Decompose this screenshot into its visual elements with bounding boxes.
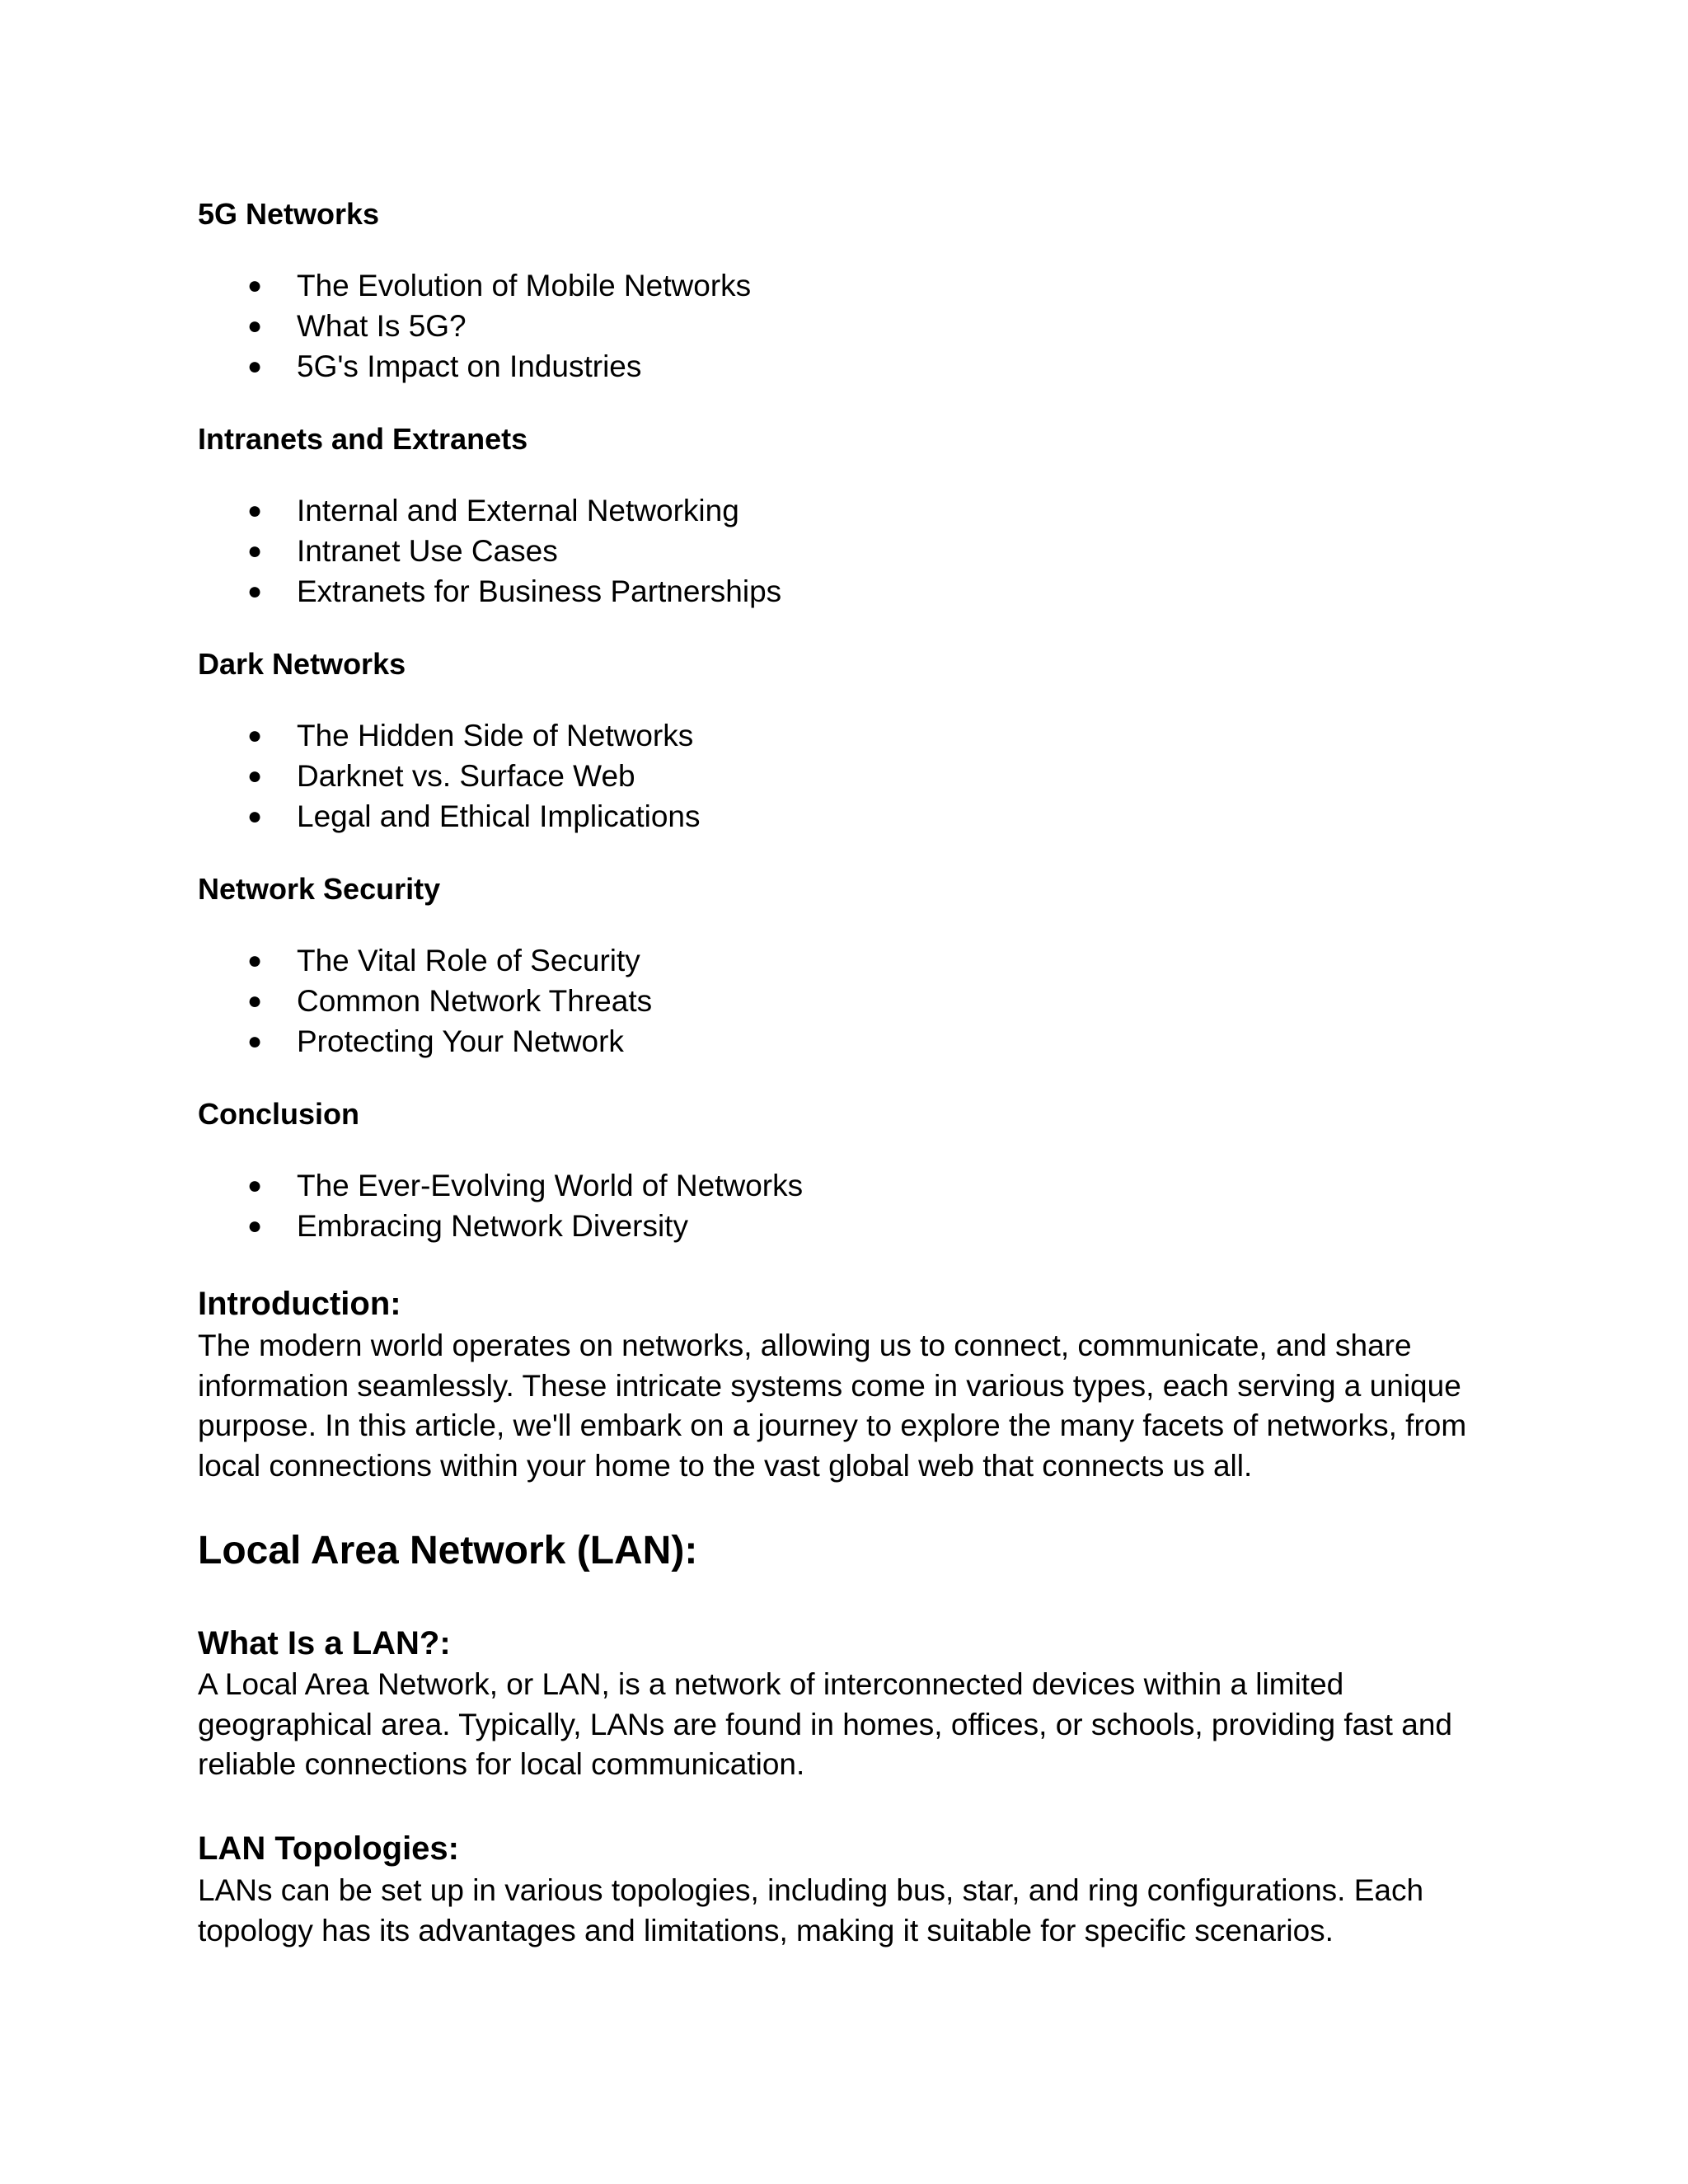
list-item-text: The Ever-Evolving World of Networks [297, 1169, 804, 1202]
bullet-icon: ● [247, 497, 263, 524]
bullet-icon: ● [247, 272, 263, 299]
lan-topologies-paragraph: LANs can be set up in various topologies, including bus, star, and ring configurations. Each topology has its advantages and limitations, making it suitable for specific scenarios. [198, 1873, 1424, 1947]
list-item-text: 5G's Impact on Industries [297, 349, 642, 383]
lan-heading: Local Area Network (LAN): [198, 1529, 698, 1572]
bullet-icon: ● [247, 803, 263, 830]
bullet-icon: ● [247, 1212, 263, 1240]
list-item-text: Legal and Ethical Implications [297, 799, 701, 833]
what-is-lan-paragraph: A Local Area Network, or LAN, is a network of interconnected devices within a limited geographical area. Typically, LANs are found in homes, offices, or schools, providing fast and reliable connections for local communication. [198, 1667, 1452, 1781]
toc-heading-intranets-extranets: Intranets and Extranets [198, 422, 528, 456]
bullet-icon: ● [247, 1028, 263, 1055]
list-item-text: Darknet vs. Surface Web [297, 759, 635, 793]
list-item-text: Internal and External Networking [297, 494, 739, 527]
introduction-heading: Introduction: [198, 1286, 401, 1322]
bullet-icon: ● [247, 947, 263, 974]
bullet-icon: ● [247, 1172, 263, 1199]
bullet-icon: ● [247, 722, 263, 749]
toc-heading-5g-networks: 5G Networks [198, 197, 380, 231]
bullet-icon: ● [247, 353, 263, 380]
introduction-paragraph: The modern world operates on networks, allowing us to connect, communicate, and share information seamlessly. These intricate systems come in various types, each serving a unique purpose. In this article, we'll embark on a journey to explore the many facets of networks, from local connections within your home to the vast global web that connects us all. [198, 1329, 1467, 1483]
list-item-text: The Evolution of Mobile Networks [297, 269, 752, 302]
list-item-text: Protecting Your Network [297, 1024, 624, 1058]
bullet-icon: ● [247, 762, 263, 790]
lan-topologies-heading: LAN Topologies: [198, 1830, 459, 1867]
list-item-text: Embracing Network Diversity [297, 1209, 688, 1243]
bullet-icon: ● [247, 537, 263, 565]
list-item-text: The Vital Role of Security [297, 944, 640, 977]
list-item-text: What Is 5G? [297, 309, 467, 343]
bullet-icon: ● [247, 578, 263, 605]
list-item-text: Common Network Threats [297, 984, 653, 1018]
list-item-text: Intranet Use Cases [297, 534, 558, 568]
toc-heading-network-security: Network Security [198, 872, 441, 906]
list-item-text: The Hidden Side of Networks [297, 719, 694, 752]
list-item-text: Extranets for Business Partnerships [297, 574, 782, 608]
toc-heading-dark-networks: Dark Networks [198, 647, 406, 681]
bullet-icon: ● [247, 312, 263, 340]
bullet-icon: ● [247, 987, 263, 1015]
toc-heading-conclusion: Conclusion [198, 1097, 359, 1131]
what-is-lan-heading: What Is a LAN?: [198, 1625, 451, 1661]
